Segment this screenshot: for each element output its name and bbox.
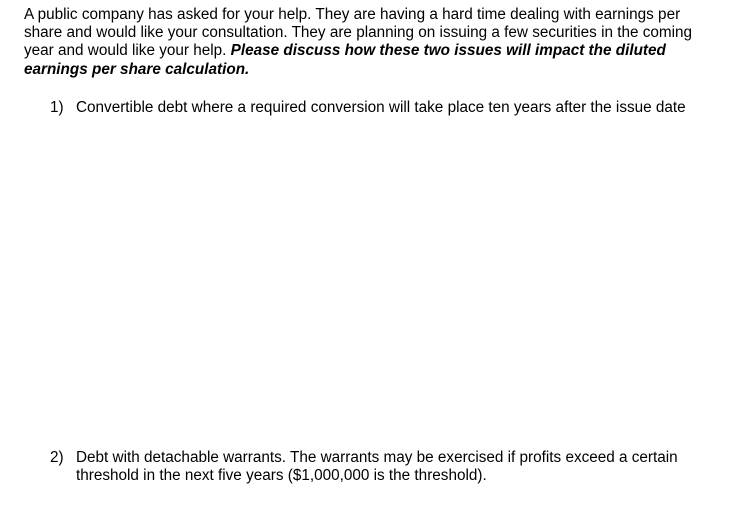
intro-emphasis-text: Please discuss how these two issues will impact the diluted earnings per share calculation. xyxy=(24,42,666,78)
list-item-text: Convertible debt where a required conversion will take place ten years after the issue date xyxy=(76,99,686,116)
list-item-2 xyxy=(50,449,690,485)
list-item-text: Debt with detachable warrants. The warrants may be exercised if profits exceed a certain threshold in the next five years ($1,000,000 is the threshold). xyxy=(76,449,678,485)
list-item-number: 1) xyxy=(50,99,64,116)
intro-paragraph xyxy=(24,6,714,79)
list-item-number: 2) xyxy=(50,449,64,466)
list-item-1 xyxy=(50,99,690,117)
intro-plain-text: A public company has asked for your help. They are having a hard time dealing with earnings per share and would like your consultation. They are planning on issuing a few securities in the coming year and would like your help. xyxy=(24,6,693,60)
